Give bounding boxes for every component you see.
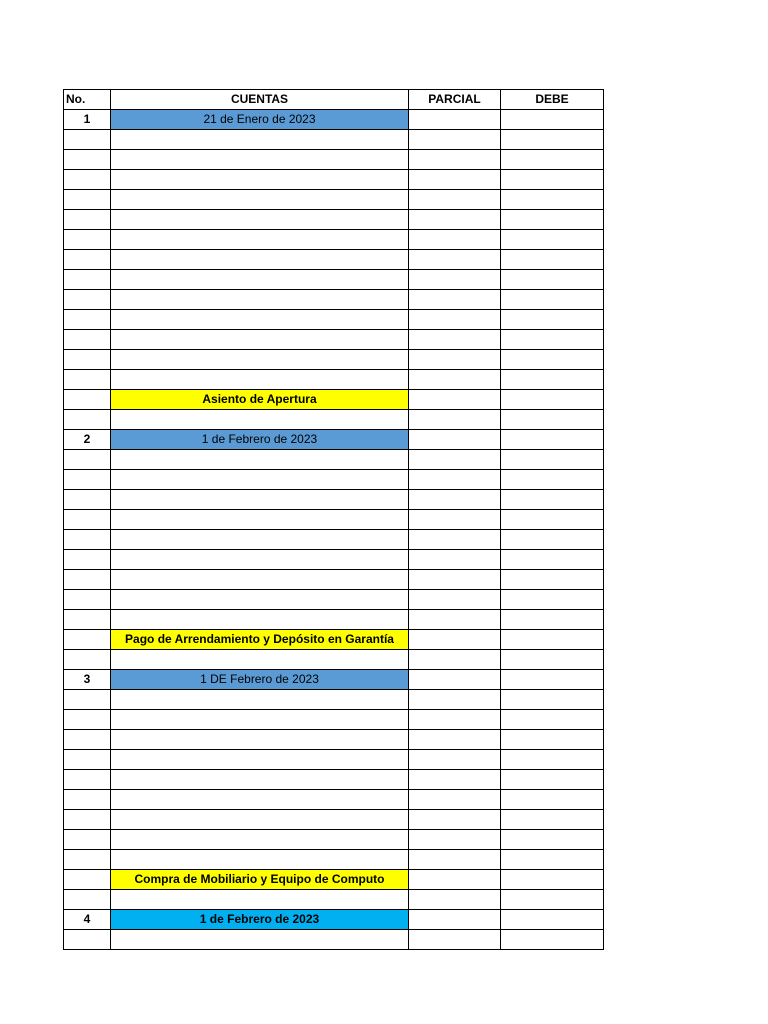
cell-parcial[interactable] [409,270,501,290]
cell-parcial[interactable] [409,670,501,690]
cell-no[interactable]: 4 [64,910,111,930]
cell-no[interactable] [64,530,111,550]
cell-parcial[interactable] [409,930,501,950]
cell-cuenta[interactable] [111,830,409,850]
cell-no[interactable] [64,170,111,190]
cell-parcial[interactable] [409,830,501,850]
cell-parcial[interactable] [409,870,501,890]
cell-cuenta[interactable] [111,250,409,270]
table-row [64,850,604,870]
table-row [64,810,604,830]
cell-cuenta[interactable] [111,470,409,490]
cell-cuenta[interactable] [111,930,409,950]
table-row [64,110,604,130]
cell-no[interactable] [64,690,111,710]
cell-no[interactable] [64,230,111,250]
table-row [64,310,604,330]
cell-debe[interactable] [501,770,604,790]
table-row [64,230,604,250]
table-row [64,630,604,650]
cell-parcial[interactable] [409,590,501,610]
table-row [64,430,604,450]
cell-cuenta[interactable] [111,810,409,830]
cell-cuenta[interactable] [111,770,409,790]
cell-debe[interactable] [501,930,604,950]
cell-parcial[interactable] [409,230,501,250]
cell-cuenta[interactable] [111,370,409,390]
cell-debe[interactable] [501,190,604,210]
cell-cuenta[interactable] [111,230,409,250]
table-row [64,170,604,190]
cell-parcial[interactable] [409,450,501,470]
cell-cuenta[interactable] [111,270,409,290]
cell-parcial[interactable] [409,510,501,530]
cell-parcial[interactable] [409,250,501,270]
cell-parcial[interactable] [409,130,501,150]
cell-no[interactable] [64,570,111,590]
cell-no[interactable] [64,870,111,890]
cell-parcial[interactable] [409,630,501,650]
table-row [64,410,604,430]
cell-parcial[interactable] [409,170,501,190]
cell-no[interactable] [64,350,111,370]
cell-parcial[interactable] [409,190,501,210]
cell-debe[interactable] [501,430,604,450]
cell-debe[interactable] [501,870,604,890]
cell-cuenta[interactable]: 1 DE Febrero de 2023 [111,670,409,690]
cell-debe[interactable] [501,810,604,830]
cell-no[interactable] [64,830,111,850]
cell-debe[interactable] [501,450,604,470]
table-row [64,730,604,750]
cell-debe[interactable] [501,210,604,230]
cell-parcial[interactable] [409,770,501,790]
cell-debe[interactable] [501,550,604,570]
table-row [64,670,604,690]
cell-parcial[interactable] [409,790,501,810]
cell-cuenta[interactable] [111,130,409,150]
cell-no[interactable] [64,790,111,810]
cell-parcial[interactable] [409,110,501,130]
cell-no[interactable] [64,710,111,730]
cell-cuenta[interactable] [111,310,409,330]
journal-table [63,89,604,950]
cell-no[interactable] [64,590,111,610]
cell-debe[interactable] [501,510,604,530]
cell-parcial[interactable] [409,210,501,230]
table-row [64,530,604,550]
header-debe[interactable]: DEBE [501,90,604,110]
cell-cuenta[interactable] [111,550,409,570]
cell-debe[interactable] [501,850,604,870]
cell-cuenta[interactable]: Pago de Arrendamiento y Depósito en Garantía [111,630,409,650]
cell-parcial[interactable] [409,310,501,330]
header-cuentas[interactable]: CUENTAS [111,90,409,110]
table-row [64,790,604,810]
cell-cuenta[interactable] [111,710,409,730]
table-row [64,710,604,730]
table-row [64,470,604,490]
cell-debe[interactable] [501,350,604,370]
cell-cuenta[interactable] [111,290,409,310]
cell-no[interactable] [64,370,111,390]
cell-parcial[interactable] [409,690,501,710]
table-row [64,450,604,470]
cell-parcial[interactable] [409,530,501,550]
cell-no[interactable] [64,150,111,170]
cell-no[interactable] [64,770,111,790]
cell-debe[interactable] [501,310,604,330]
cell-parcial[interactable] [409,730,501,750]
table-row [64,590,604,610]
cell-debe[interactable] [501,490,604,510]
table-row [64,910,604,930]
cell-no[interactable] [64,650,111,670]
cell-debe[interactable] [501,690,604,710]
cell-cuenta[interactable] [111,530,409,550]
cell-parcial[interactable] [409,410,501,430]
cell-parcial[interactable] [409,390,501,410]
table-row [64,390,604,410]
cell-cuenta[interactable]: 1 de Febrero de 2023 [111,910,409,930]
cell-no[interactable] [64,210,111,230]
table-row [64,150,604,170]
table-row [64,290,604,310]
cell-cuenta[interactable] [111,330,409,350]
cell-debe[interactable] [501,830,604,850]
cell-debe[interactable] [501,890,604,910]
cell-no[interactable] [64,750,111,770]
cell-cuenta[interactable]: Compra de Mobiliario y Equipo de Computo [111,870,409,890]
cell-no[interactable] [64,410,111,430]
cell-cuenta[interactable] [111,590,409,610]
cell-parcial[interactable] [409,610,501,630]
cell-no[interactable]: 2 [64,430,111,450]
table-row [64,770,604,790]
cell-parcial[interactable] [409,810,501,830]
cell-cuenta[interactable] [111,190,409,210]
table-row [64,650,604,670]
cell-debe[interactable] [501,730,604,750]
cell-no[interactable] [64,270,111,290]
cell-debe[interactable] [501,470,604,490]
cell-debe[interactable] [501,630,604,650]
cell-debe[interactable] [501,290,604,310]
cell-debe[interactable] [501,230,604,250]
cell-no[interactable] [64,490,111,510]
cell-debe[interactable] [501,410,604,430]
cell-debe[interactable] [501,270,604,290]
cell-no[interactable] [64,850,111,870]
cell-parcial[interactable] [409,650,501,670]
cell-cuenta[interactable] [111,510,409,530]
cell-debe[interactable] [501,390,604,410]
table-row [64,490,604,510]
cell-debe[interactable] [501,170,604,190]
cell-debe[interactable] [501,590,604,610]
cell-no[interactable] [64,610,111,630]
cell-no[interactable] [64,190,111,210]
table-row [64,270,604,290]
cell-cuenta[interactable] [111,610,409,630]
cell-parcial[interactable] [409,350,501,370]
cell-parcial[interactable] [409,750,501,770]
table-row [64,890,604,910]
cell-debe[interactable] [501,910,604,930]
cell-cuenta[interactable] [111,890,409,910]
table-row [64,570,604,590]
cell-no[interactable] [64,550,111,570]
table-row [64,130,604,150]
cell-cuenta[interactable] [111,750,409,770]
table-row [64,550,604,570]
cell-no[interactable]: 1 [64,110,111,130]
cell-parcial[interactable] [409,910,501,930]
table-row [64,250,604,270]
cell-no[interactable] [64,250,111,270]
cell-parcial[interactable] [409,470,501,490]
header-no[interactable]: No. [64,90,111,110]
cell-no[interactable] [64,130,111,150]
cell-no[interactable] [64,310,111,330]
cell-cuenta[interactable] [111,210,409,230]
cell-cuenta[interactable]: Asiento de Apertura [111,390,409,410]
cell-debe[interactable] [501,330,604,350]
table-row [64,610,604,630]
table-row [64,870,604,890]
cell-parcial[interactable] [409,570,501,590]
cell-cuenta[interactable] [111,650,409,670]
cell-parcial[interactable] [409,890,501,910]
cell-debe[interactable] [501,790,604,810]
cell-cuenta[interactable] [111,410,409,430]
cell-parcial[interactable] [409,290,501,310]
cell-parcial[interactable] [409,850,501,870]
table-row [64,210,604,230]
cell-no[interactable] [64,730,111,750]
cell-cuenta[interactable]: 21 de Enero de 2023 [111,110,409,130]
cell-no[interactable] [64,810,111,830]
cell-debe[interactable] [501,570,604,590]
cell-debe[interactable] [501,710,604,730]
table-row [64,370,604,390]
table-row [64,690,604,710]
cell-cuenta[interactable] [111,690,409,710]
cell-cuenta[interactable] [111,850,409,870]
cell-debe[interactable] [501,250,604,270]
cell-no[interactable] [64,630,111,650]
table-row [64,350,604,370]
header-parcial[interactable]: PARCIAL [409,90,501,110]
cell-no[interactable] [64,470,111,490]
cell-debe[interactable] [501,670,604,690]
cell-no[interactable] [64,450,111,470]
cell-no[interactable] [64,290,111,310]
cell-parcial[interactable] [409,330,501,350]
cell-parcial[interactable] [409,710,501,730]
cell-debe[interactable] [501,110,604,130]
cell-cuenta[interactable] [111,450,409,470]
cell-no[interactable]: 3 [64,670,111,690]
cell-debe[interactable] [501,370,604,390]
cell-cuenta[interactable] [111,570,409,590]
table-row [64,830,604,850]
table-row [64,510,604,530]
cell-debe[interactable] [501,150,604,170]
cell-debe[interactable] [501,130,604,150]
cell-parcial[interactable] [409,550,501,570]
cell-no[interactable] [64,390,111,410]
cell-cuenta[interactable] [111,790,409,810]
table-row [64,330,604,350]
cell-no[interactable] [64,890,111,910]
cell-parcial[interactable] [409,150,501,170]
cell-no[interactable] [64,930,111,950]
cell-debe[interactable] [501,610,604,630]
table-row [64,190,604,210]
cell-cuenta[interactable] [111,490,409,510]
cell-debe[interactable] [501,530,604,550]
cell-parcial[interactable] [409,430,501,450]
table-row [64,750,604,770]
cell-debe[interactable] [501,650,604,670]
cell-cuenta[interactable] [111,150,409,170]
cell-parcial[interactable] [409,490,501,510]
header-row [64,90,604,110]
cell-cuenta[interactable] [111,170,409,190]
cell-no[interactable] [64,510,111,530]
cell-debe[interactable] [501,750,604,770]
table-row [64,930,604,950]
cell-cuenta[interactable] [111,350,409,370]
cell-no[interactable] [64,330,111,350]
cell-parcial[interactable] [409,370,501,390]
cell-cuenta[interactable]: 1 de Febrero de 2023 [111,430,409,450]
cell-cuenta[interactable] [111,730,409,750]
